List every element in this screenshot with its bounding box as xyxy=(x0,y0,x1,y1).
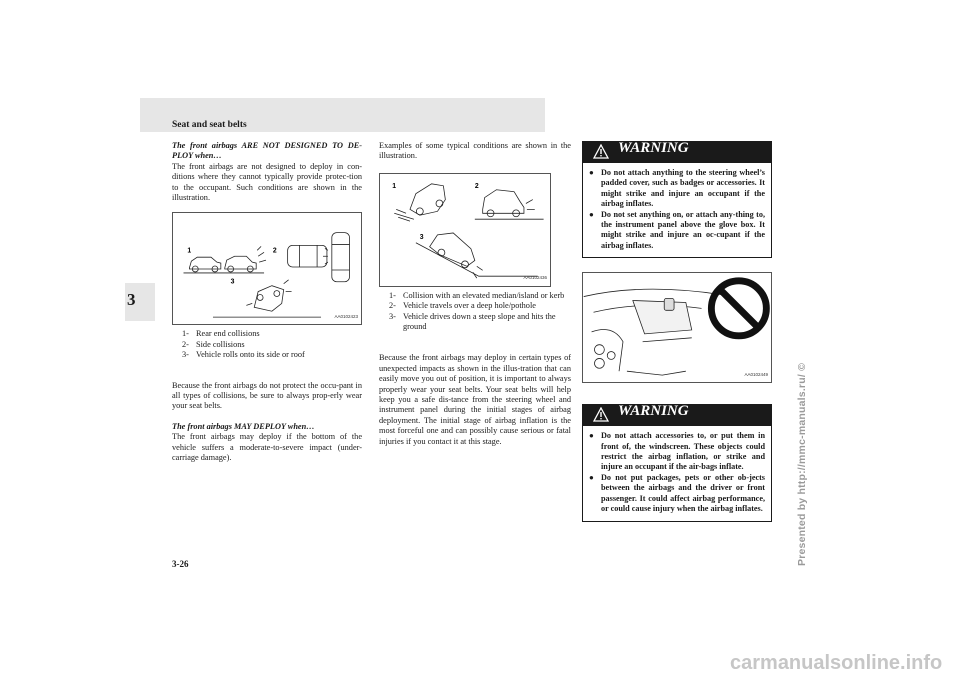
deploy-illustration xyxy=(380,174,550,286)
figure-code: AA0102436 xyxy=(523,275,547,281)
collision-illustration xyxy=(173,213,361,324)
prohibition-icon xyxy=(711,281,766,336)
warning-triangle-icon xyxy=(593,407,609,422)
rear-end-cars xyxy=(184,247,267,274)
caption-item: 1- Collision with an elevated median/island or kerb xyxy=(389,290,565,300)
heading-not-designed: The front airbags ARE NOT DESIGNED TO DE-PLOY when… xyxy=(172,141,362,161)
warning-title: WARNING xyxy=(618,140,689,156)
warning-box-2 xyxy=(582,404,772,521)
warning-body xyxy=(582,426,772,521)
warning-header xyxy=(582,404,772,426)
caption-item: 3- Vehicle drives down a steep slope and hits the ground xyxy=(389,311,556,332)
site-logo-text: carmanualsonline.info xyxy=(730,652,943,674)
paragraph-not-designed: The front airbags are not designed to deploy in con-ditions where they cannot typically provide protec-tion to the occupant. Such conditions are shown in the illustration. xyxy=(172,161,362,203)
figure-non-deploy-collisions xyxy=(172,212,362,325)
figure-deploy-conditions xyxy=(379,173,551,287)
figure-label-3: 3 xyxy=(230,279,235,287)
paragraph-seat-belts: Because the front airbags do not protect the occu-pant in all types of collisions, be sure to always prop-erly wear your seat belts. xyxy=(172,380,362,411)
paragraph-unexpected-impacts: Because the front airbags may deploy in certain types of unexpected impacts as shown in the illus-tration that can easily move you out of position, it is important to always properly wear your seat belts. Your seat belts will help keep you a safe dis-tance from the steering wheel and instrument panel during the initial stages of airbag deployment. The initial stage of airbag inflation is the most forceful one and can possibly cause serious or fatal injuries if you contact it at this stage. xyxy=(379,353,571,446)
column-left xyxy=(172,141,362,464)
rollover-car xyxy=(213,280,321,317)
figure-label-1: 1 xyxy=(187,247,192,255)
dashboard-prohibition-illustration xyxy=(583,273,771,382)
side-collision-cars xyxy=(288,233,350,282)
column-middle xyxy=(379,141,571,447)
warning-title: WARNING xyxy=(618,403,689,420)
warning-item: ● Do not set anything on, or attach any-thing to, the instrument panel above the glove box. It might strike and injure an oc-cupant if the airbag inflates. xyxy=(589,209,765,250)
paragraph-examples: Examples of some typical conditions are shown in the illustration. xyxy=(379,141,571,161)
warning-item: ● Do not attach anything to the steering wheel’s padded cover, such as badges or accessories. It might strike and injure an occupant if the airbag inflates. xyxy=(589,168,765,209)
warning-item: ● Do not put packages, pets or other ob-jects between the airbags and the driver or front passenger. It could affect airbag performance, or could cause injury when the airbag inflates. xyxy=(589,472,765,514)
warning-triangle-icon xyxy=(593,144,609,159)
figure-code: AA0102449 xyxy=(744,371,768,377)
dashboard-drawing xyxy=(584,289,721,375)
slope-car xyxy=(416,233,538,278)
figure-label-2: 2 xyxy=(474,182,479,190)
warning-body xyxy=(582,163,772,258)
figure-label-3: 3 xyxy=(419,233,424,241)
caption-item: 1- Rear end collisions xyxy=(182,329,260,339)
warning-item: ● Do not attach accessories to, or put them in front of, the windscreen. These objects could restrict the airbag inflation, or strike and injure an occupant if the air-bags inflate. xyxy=(589,431,765,472)
figure-captions xyxy=(182,329,362,360)
pothole-car xyxy=(475,190,544,219)
bullet-icon: ● xyxy=(589,209,594,219)
figure-code: AA0102423 xyxy=(334,314,358,320)
caption-item: 2- Side collisions xyxy=(182,339,245,349)
bullet-icon: ● xyxy=(589,431,594,441)
bullet-icon: ● xyxy=(589,472,594,482)
figure-instrument-panel xyxy=(582,272,772,383)
paragraph-may-deploy: The front airbags may deploy if the bottom of the vehicle suffers a moderate-to-severe impact (under-carriage damage). xyxy=(172,432,362,463)
watermark-text: Presented by http://mmc-manuals.ru/ © xyxy=(796,362,808,566)
kerb-collision-car xyxy=(394,184,445,221)
heading-may-deploy: The front airbags MAY DEPLOY when… xyxy=(172,421,315,431)
page-number: 3-26 xyxy=(172,559,189,569)
column-right xyxy=(582,141,772,522)
section-title: Seat and seat belts xyxy=(172,120,247,130)
bullet-icon: ● xyxy=(589,168,594,177)
caption-item: 2- Vehicle travels over a deep hole/pothole xyxy=(389,301,536,311)
figure-label-1: 1 xyxy=(392,182,397,190)
warning-box-1 xyxy=(582,141,772,258)
caption-item: 3- Vehicle rolls onto its side or roof xyxy=(182,350,305,360)
figure-label-2: 2 xyxy=(272,247,277,255)
warning-header xyxy=(582,141,772,163)
chapter-number: 3 xyxy=(127,290,136,309)
figure-captions xyxy=(389,291,571,333)
